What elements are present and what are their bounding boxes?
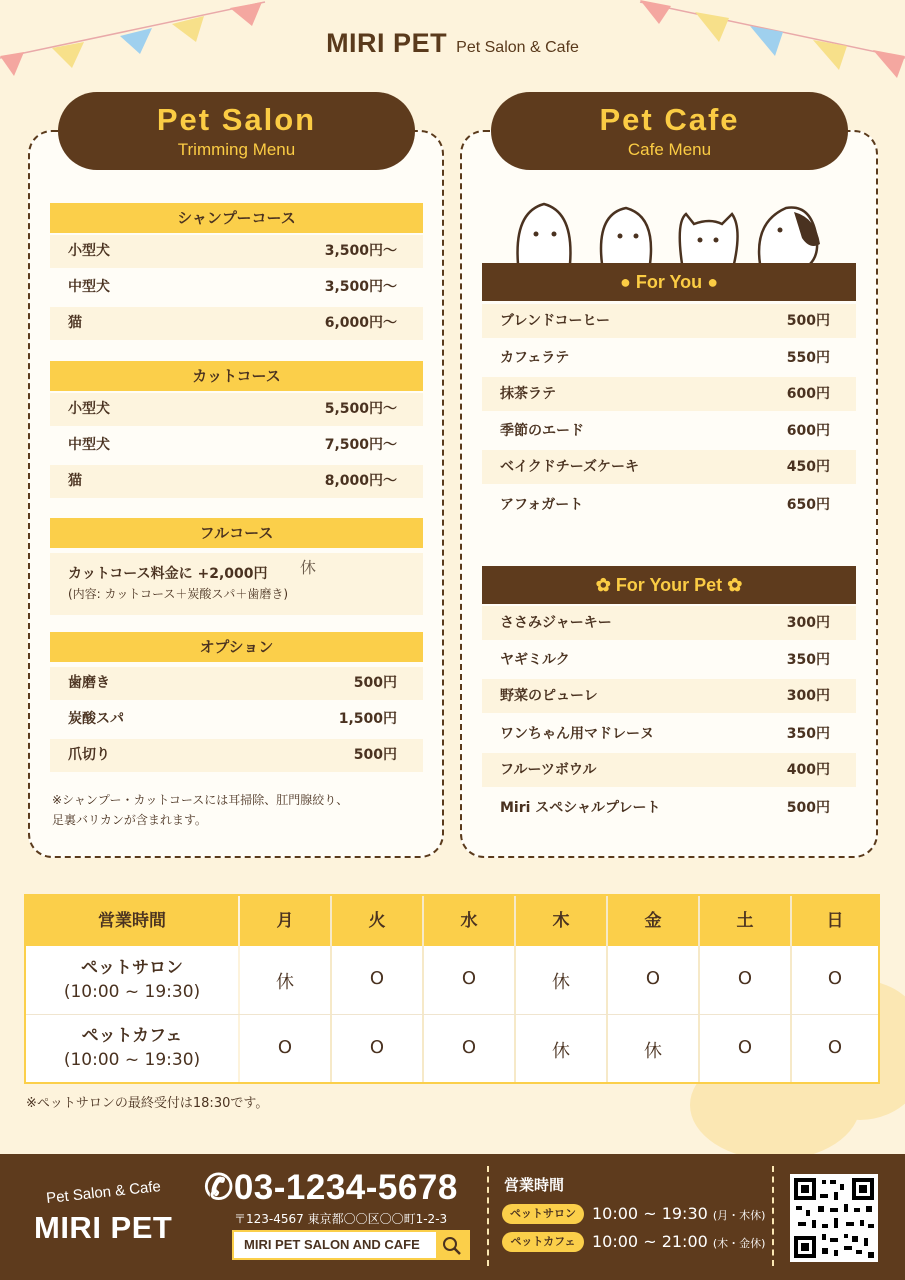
- status-cell: O: [737, 1037, 753, 1058]
- coffee-bean-icon: ●: [707, 272, 719, 292]
- last-reception-note: ※ペットサロンの最終受付は18:30です。: [26, 1096, 269, 1111]
- menu-row: フルーツボウル 400円: [482, 753, 856, 787]
- menu-row: ヤギミルク 350円: [500, 652, 830, 668]
- search-button[interactable]: [436, 1232, 468, 1258]
- full-course-box: [50, 553, 423, 615]
- salon-hours: 10:00 ~ 19:30 (月・木休): [592, 1204, 766, 1223]
- menu-row: ささみジャーキー 300円: [482, 606, 856, 640]
- status-cell: 休: [644, 1041, 662, 1062]
- qr-code[interactable]: [790, 1174, 878, 1262]
- cafe-tag: ペットカフェ: [502, 1232, 584, 1252]
- menu-row: アフォガート 650円: [500, 497, 830, 513]
- full-course-heading: フルコース: [50, 518, 423, 548]
- cafe-subtitle: Cafe Menu: [627, 140, 712, 159]
- salon-tag: ペットサロン: [502, 1204, 584, 1224]
- menu-row: 野菜のピューレ 300円: [482, 679, 856, 713]
- status-cell: O: [369, 968, 385, 989]
- footer-brand-name: MIRI PET: [34, 1210, 173, 1245]
- menu-row: 中型犬 7,500円〜: [68, 437, 397, 453]
- paw-icon: ✿: [595, 575, 611, 595]
- salon-subtitle: Trimming Menu: [177, 140, 296, 159]
- status-cell: 休: [552, 1041, 570, 1062]
- menu-row: 季節のエード 600円: [500, 423, 830, 439]
- search-icon: [436, 1232, 468, 1258]
- menu-row: Miri スペシャルプレート 500円: [500, 800, 830, 816]
- menu-row: 猫 6,000円〜: [50, 307, 423, 340]
- cafe-hours: 10:00 ~ 21:00 (木・金休): [592, 1232, 766, 1251]
- business-hours-table: [24, 894, 880, 1084]
- cafe-hours-label: ペットカフェ (10:00 ~ 19:30): [63, 1026, 201, 1070]
- salon-hours-label: ペットサロン (10:00 ~ 19:30): [63, 958, 201, 1002]
- status-cell: O: [827, 968, 843, 989]
- menu-row: 中型犬 3,500円〜: [68, 279, 397, 295]
- cafe-title: Pet Cafe: [599, 102, 740, 137]
- salon-note: ※シャンプー・カットコースには耳掃除、肛門腺絞り、 足裏バリカンが含まれます。: [52, 793, 349, 827]
- pets-illustration: [510, 198, 830, 266]
- menu-row: 歯磨き 500円: [50, 667, 423, 700]
- status-cell: 休: [552, 972, 570, 993]
- status-cell: O: [827, 1037, 843, 1058]
- day-header: 月: [240, 896, 330, 946]
- salon-title: Pet Salon: [156, 102, 317, 137]
- day-header: 金: [608, 896, 698, 946]
- brand-subtitle: Pet Salon & Cafe: [456, 39, 579, 56]
- day-header: 水: [424, 896, 514, 946]
- footer-brand-subtitle: Pet Salon & Cafe: [45, 1178, 162, 1207]
- salon-title-pill: [58, 92, 415, 170]
- menu-row: 小型犬 3,500円〜: [50, 235, 423, 268]
- address: 〒123-4567 東京都〇〇区〇〇町1-2-3: [234, 1212, 448, 1226]
- day-header: 日: [792, 896, 878, 946]
- brand-header: [0, 28, 905, 59]
- full-course-price: カットコース料金に +2,000円: [68, 566, 268, 582]
- search-box[interactable]: MIRI PET SALON AND CAFE: [232, 1230, 470, 1260]
- menu-row: 爪切り 500円: [50, 739, 423, 772]
- for-you-heading: ● For You ●: [482, 263, 856, 301]
- menu-row: ベイクドチーズケーキ 450円: [482, 450, 856, 484]
- brand-name: MIRI PET: [326, 28, 448, 58]
- cafe-title-pill: [491, 92, 848, 170]
- status-cell: O: [461, 968, 477, 989]
- day-header: 火: [332, 896, 422, 946]
- menu-row: ブレンドコーヒー 500円: [482, 304, 856, 338]
- schedule-header: 営業時間: [26, 896, 238, 946]
- footer: [0, 1154, 905, 1280]
- menu-row: 小型犬 5,500円〜: [50, 393, 423, 426]
- status-cell: O: [369, 1037, 385, 1058]
- stray-closed-mark: 休: [300, 558, 317, 577]
- menu-row: 抹茶ラテ 600円: [482, 377, 856, 411]
- status-cell: O: [461, 1037, 477, 1058]
- menu-row: ワンちゃん用マドレーヌ 350円: [500, 726, 830, 742]
- menu-row: 猫 8,000円〜: [50, 465, 423, 498]
- day-header: 土: [700, 896, 790, 946]
- for-pet-heading: ✿ For Your Pet ✿: [482, 566, 856, 604]
- status-cell: O: [645, 968, 661, 989]
- paw-icon: ✿: [727, 575, 743, 595]
- full-course-contents: (内容: カットコース＋炭酸スパ＋歯磨き): [68, 587, 289, 601]
- coffee-bean-icon: ●: [619, 272, 631, 292]
- phone-icon: ✆: [204, 1168, 234, 1207]
- day-header: 木: [516, 896, 606, 946]
- option-heading: オプション: [50, 632, 423, 662]
- phone-number[interactable]: ✆03-1234-5678: [204, 1168, 458, 1207]
- menu-row: 炭酸スパ 1,500円: [68, 711, 397, 727]
- status-cell: O: [737, 968, 753, 989]
- menu-row: カフェラテ 550円: [500, 350, 830, 366]
- cut-heading: カットコース: [50, 361, 423, 391]
- footer-hours-title: 営業時間: [504, 1176, 565, 1194]
- status-cell: 休: [276, 972, 294, 993]
- status-cell: O: [277, 1037, 293, 1058]
- shampoo-heading: シャンプーコース: [50, 203, 423, 233]
